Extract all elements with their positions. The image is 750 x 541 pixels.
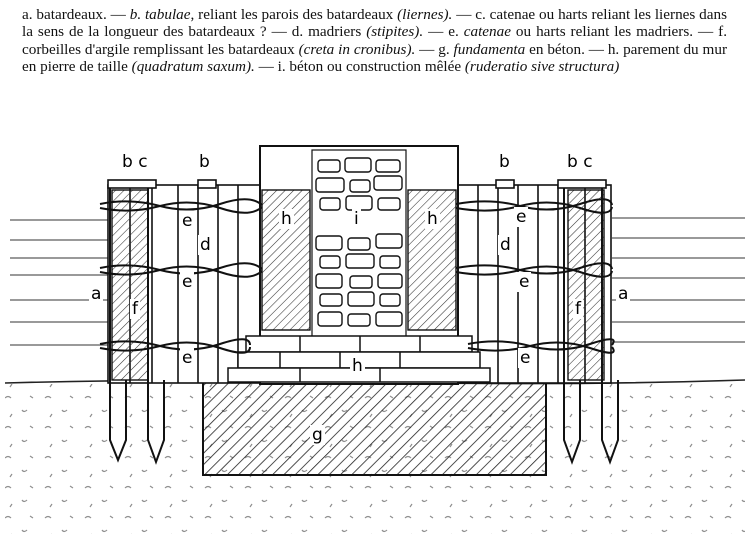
caption-segment: (ruderatio sive structura): [464, 58, 620, 76]
caption-segment: catenae: [463, 23, 511, 41]
label-e-left-bot: e: [182, 348, 193, 368]
label-h-right: h: [427, 209, 438, 229]
label-d-right: d: [500, 235, 511, 255]
caption-segment: (stipites).: [366, 23, 424, 41]
caption-segment: fundamenta: [453, 40, 526, 58]
label-g-foundation: g: [312, 425, 323, 445]
label-bc-left: b c: [122, 152, 148, 172]
label-b-right: b: [499, 152, 510, 172]
label-e-right-top: e: [516, 207, 527, 227]
label-e-right-bot: e: [520, 348, 531, 368]
label-b-left: b: [199, 152, 210, 172]
label-h-bottom: h: [352, 356, 363, 376]
caption-segment: — g.: [415, 40, 454, 58]
caption-segment: en béton. — h. parement du mur en pierre de taille: [22, 40, 727, 76]
foundation-block: [203, 380, 546, 475]
label-a-left: a: [91, 284, 102, 304]
label-d-left: d: [200, 235, 211, 255]
caption-segment: , reliant les parois des batardeaux: [190, 6, 398, 23]
label-e-left-mid: e: [182, 272, 193, 292]
caption-segment: ou harts reliant les madriers. — f. corbeilles d'argile remplissant les batardeaux: [22, 23, 727, 58]
label-e-left-top: e: [182, 211, 193, 231]
caption-segment: (creta in cronibus).: [298, 40, 416, 58]
caption-segment: — e.: [423, 23, 464, 41]
label-a-right: a: [618, 284, 629, 304]
rubble-masonry: [316, 158, 402, 326]
caption-segment: — c. catenae ou harts reliant les liernes dans la sens de la longueur des batardeaux ? — d. madriers: [22, 6, 728, 41]
label-bc-right: b c: [567, 152, 593, 172]
label-i-center: i: [354, 209, 359, 229]
label-h-left: h: [281, 209, 292, 229]
caption-segment: (quadratum saxum).: [131, 58, 255, 76]
caption-segment: — i. béton ou construction mêlée: [254, 58, 465, 76]
label-f-left: f: [132, 299, 138, 319]
caption-segment: a. batardeaux. —: [22, 6, 130, 23]
label-e-right-mid: e: [519, 272, 530, 292]
caption-segment: b. tabulae: [129, 6, 191, 23]
label-f-right: f: [575, 299, 581, 319]
caption-segment: (liernes).: [397, 6, 453, 23]
